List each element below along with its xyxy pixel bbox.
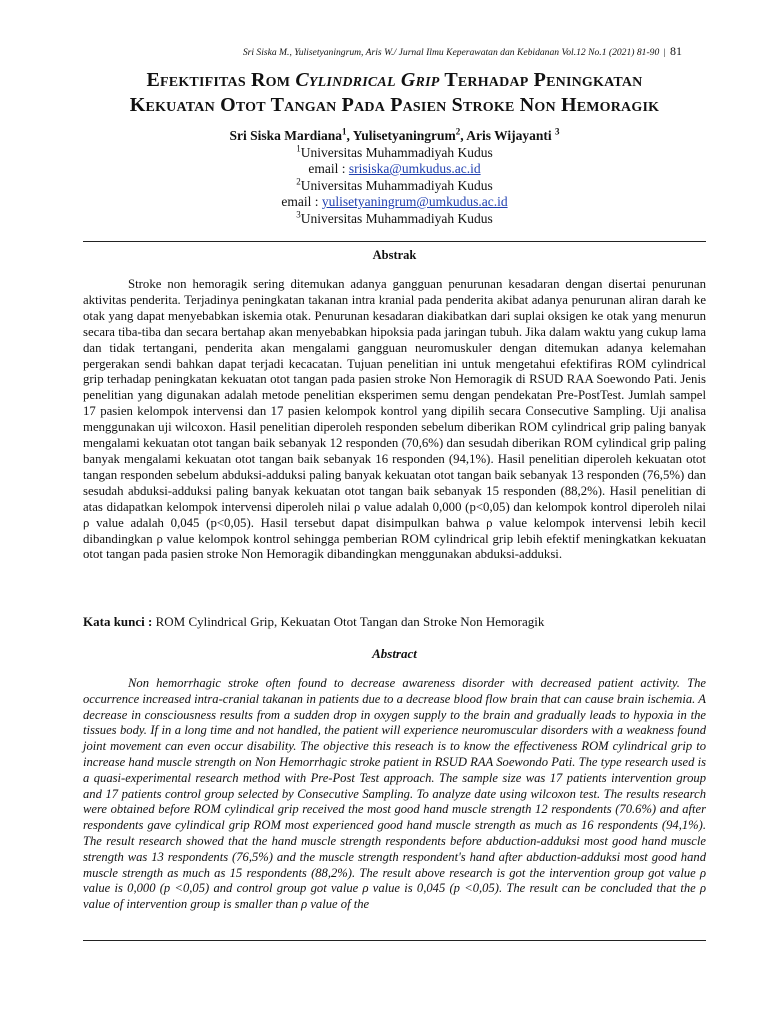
affiliation-2-sup: 2 (296, 176, 301, 186)
keywords-value: ROM Cylindrical Grip, Kekuatan Otot Tangan dan Stroke Non Hemoragik (152, 614, 545, 629)
keywords-label: Kata kunci : (83, 614, 153, 629)
affiliation-2-name: Universitas Muhammadiyah Kudus (300, 177, 493, 193)
running-head (243, 44, 682, 59)
abstrak-body (83, 277, 706, 563)
affiliation-2 (83, 178, 706, 195)
author-1-sup: 1 (341, 126, 347, 137)
author-1: Sri Siska Mardiana (229, 128, 342, 143)
title-part-italic: Cylindrical Grip (295, 69, 440, 91)
affiliation-1 (83, 145, 706, 162)
affiliation-1-sup: 1 (296, 143, 301, 153)
email-line-1 (83, 161, 706, 178)
email-line-2 (83, 194, 706, 211)
abstrak-top-rule (83, 241, 706, 242)
abstract-body (83, 676, 706, 913)
email-link-2[interactable]: yulisetyaningrum@umkudus.ac.id (321, 194, 508, 209)
article-title (83, 68, 706, 118)
affiliation-3 (83, 211, 706, 228)
title-part-1: Efektifitas Rom (146, 69, 296, 91)
abstrak-heading: Abstrak (372, 248, 417, 262)
email-label-2: email : (281, 194, 322, 209)
page-number: 81 (670, 44, 682, 58)
abstract-heading: Abstract (372, 646, 417, 661)
author-2: , Yulisetyaningrum (346, 128, 456, 143)
title-part-3: Terhadap Peningkatan (439, 69, 643, 91)
affiliation-3-sup: 3 (296, 209, 301, 219)
title-line-1 (83, 68, 706, 93)
email-label-1: email : (308, 161, 349, 176)
affiliation-3-name: Universitas Muhammadiyah Kudus (300, 210, 493, 226)
author-block (83, 128, 706, 227)
keywords (83, 614, 706, 630)
running-head-separator: | (663, 47, 666, 58)
author-2-sup: 2 (455, 126, 461, 137)
abstrak-paragraph: Stroke non hemoragik sering ditemukan adanya gangguan penurunan kesadaran dengan disertai penurunan aktivitas penderita. Terjadinya peningkatan takanan intra kranial pada penderita akibat adanya penurunan aliran darah ke otak yang dapat menyebabkan iskemia otak. Penurunan kesadaran diakibatkan dari suplai oksigen ke otak yang menurun secara tiba-tiba dan secara bertahap akan menyebabkan hipoksia pada jaringan tubuh. Jika dalam waktu yang cukup lama dan tidak tertangani, penderita akan mengalami gangguan neuromuskuler dengan ditemukan adanya kelemahan pergerakan sendi bahkan dapat terjadi kecacatan. Tujuan penelitian ini untuk mengetahui efektifiras ROM cylindrical grip terhadap peningkatan kekuatan otot tangan pada pasien stroke Non Hemoragik di RSUD RAA Soewondo Pati. Jenis penelitian yang digunakan adalah metode penelitian eksperimen semu dengan pendekatan Pre-PostTest. Jumlah sampel 17 pasien kelompok intervensi dan 17 pasien kelompok kontrol yang dipilih secara Consecutive Sampling. Uji analisa menggunakan uji wilcoxon. Hasil penelitian diperoleh responden sebelum diberikan ROM cylindrical grip paling banyak mengalami kekuatan otot tangan baik sebanyak 12 responden (70,6%) dan sesudah diberikan ROM cylindical grip paling banyak mengalami kekuatan otot tangan baik sebanyak 16 responden (94,1%). Hasil penelitian diperoleh kekuatan otot tangan responden sebelum abduksi-adduksi paling banyak kekuatan otot tangan baik sebanyak 13 responden (76,5%) dan sesudah abduksi-adduksi paling banyak kekuatan otot tangan baik sebanyak 15 responden (88,2%). Hasil penelitian di atas didapatkan kelompok intervensi diperoleh nilai ρ value adalah 0,000 (p<0,05) dan kelompok kontrol diperoleh nilai ρ value adalah 0,045 (p<0,05). Hasil tersebut dapat disimpulkan bahwa ρ value kelompok intervensi lebih kecil dibandingkan ρ value kelompok kontrol sehingga pemberian ROM cylindrical grip lebih efektif meningkatkan kekuatan otot tangan pada pasien stroke Non Hemoragik dibandingkan menggunakan abduksi-adduksi. (83, 277, 706, 562)
running-head-citation: Sri Siska M., Yulisetyaningrum, Aris W./ Jurnal Ilmu Keperawatan dan Kebidanan Vol.12 No.1 (2021) 81-90 (242, 47, 660, 58)
author-3-sup: 3 (555, 126, 560, 137)
email-link-1[interactable]: srisiska@umkudus.ac.id (348, 161, 481, 176)
affiliation-1-name: Universitas Muhammadiyah Kudus (300, 144, 493, 160)
abstract-paragraph: Non hemorrhagic stroke often found to decrease awareness disorder with decreased patient activity. The occurrence increased intra-cranial takanan in patients due to a decrease blood flow brain that can cause brain ischemia. A decrease in consciousness results from a sudden drop in oxygen supply to the brain and gradually leads to hypoxia in the tissues body. If in a long time and not handled, the patient will experience neuromuscular disorders with a weakness found joint movement can even occur disability. The objective this reseach is to know the effectiveness ROM cylindrical grip to increase hand muscle strength on Non Hemorrhagic stroke patient in RSUD RAA Soewondo Pati. The type research used is a quasi-experimental research method with Pre-Post Test approach. The sample size was 17 patients intervention group and 17 patients control group selected by Consecutive Sampling. To analyze date using wilcoxon test. The results research were obtained before ROM cylindical grip received the most good hand muscle strength 12 respondents (70.6%) and after respondents gave cylindical grip ROM most experienced good hand muscle strength as much as 16 respondents (94,1%). The result research showed that the hand muscle strength respondents before abduction-adduksi most good hand muscle strength was 13 respondents (76,5%) and the muscle strength respondent's hand after abduction-adduksi most good hand muscle strength as much as 15 respondents (88,2%). The result above research is got the intervention group got value ρ value is 0,000 (p <0,05) and control group got value ρ value is 0,045 (p <0,05). The result can be concluded that the ρ value of intervention group is smaller than ρ value of the (83, 676, 706, 912)
bottom-rule (83, 940, 706, 941)
author-3: , Aris Wijayanti (460, 128, 556, 143)
author-names (83, 128, 706, 145)
title-line-2: Kekuatan Otot Tangan Pada Pasien Stroke Non Hemoragik (129, 94, 660, 116)
